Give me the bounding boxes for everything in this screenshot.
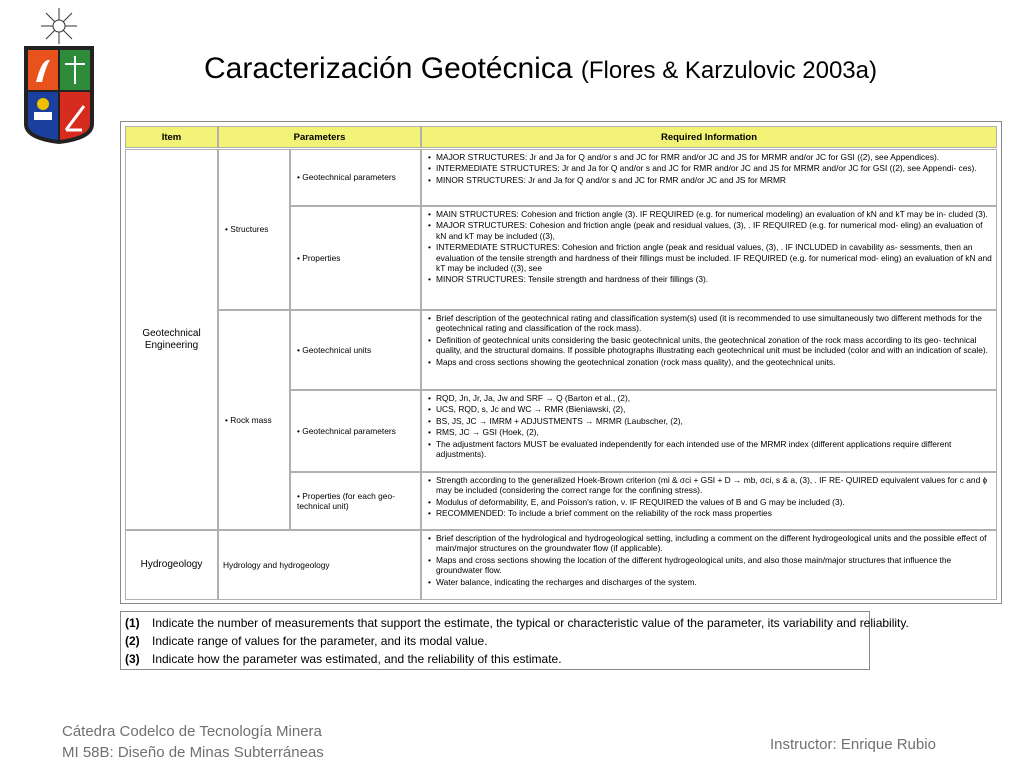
requirements-table: [120, 121, 1002, 604]
info-item: • Strength according to the generalized Hoek-Brown criterion (mi & σci + GSI + D → mb, σci, s & a, (3), . IF RE- QUIRED equivalent values for c and ϕ may be included (considering the correct range for the confining stress).: [436, 475, 992, 496]
info-item: • Maps and cross sections showing the geotechnical zonation (rock mass quality), and the geotechnical units.: [436, 357, 992, 367]
footnote-number: (1): [125, 616, 140, 630]
info-item: • RMS, JC → GSI (Hoek, (2),: [436, 427, 992, 437]
group-rock-mass: • Rock mass: [218, 310, 290, 530]
info-item: • MAJOR STRUCTURES: Jr and Ja for Q and/or s and JC for RMR and/or JC and JS for MRMR and/or JC for GSI ((2), see Appendices).: [436, 152, 992, 162]
header-required-information: Required Information: [421, 126, 997, 148]
footer-chair-name: Cátedra Codelco de Tecnología Minera: [62, 723, 322, 740]
info-item: • UCS, RQD, s, Jc and WC → RMR (Bieniawski, (2),: [436, 404, 992, 414]
param-geotechnical-parameters-structures: • Geotechnical parameters: [290, 149, 421, 206]
info-item: • MINOR STRUCTURES: Tensile strength and hardness of their fillings (3).: [436, 274, 992, 284]
university-crest-logo: [20, 6, 98, 146]
info-item: • Definition of geotechnical units considering the basic geotechnical units, the geotechnical zonation of the rock mass according to its geo- technical quality, and the structural domains. If possible photographs illustrating each geotechnical unit must be included (color and with an indication of scale).: [436, 335, 992, 356]
item-geotechnical-engineering: Geotechnical Engineering: [125, 149, 218, 530]
footnote-text: Indicate how the parameter was estimated, and the reliability of this estimate.: [152, 652, 562, 666]
info-item: • Modulus of deformability, E, and Poisson's ration, ν. IF REQUIRED the values of B and G may be included (3).: [436, 497, 992, 507]
info-item: • INTERMEDIATE STRUCTURES: Cohesion and friction angle (peak and residual values, (3), . IF INCLUDED in cavability as- sessments, then an evaluation of the tensile strength and hardness of their fillings must be included. IF REQUIRED (e.g. for numerical mod- eling) an evaluation of kN and kT may be included ((3), see: [436, 242, 992, 273]
footnote-text: Indicate the number of measurements that support the estimate, the typical or characteristic value of the parameter, its variability and reliability.: [152, 616, 909, 630]
footnote-2: [125, 634, 488, 648]
info-item: • BS, JS, JC → IMRM + ADJUSTMENTS → MRMR (Laubscher, (2),: [436, 416, 992, 426]
info-item: • Maps and cross sections showing the location of the different hydrogeological units, and also those main/major structures that influence the groundwater flow.: [436, 555, 992, 576]
info-structures-geotechnical-parameters: [421, 149, 997, 206]
info-item: • Water balance, indicating the recharges and discharges of the system.: [436, 577, 992, 587]
star-icon: [41, 8, 77, 44]
header-parameters: Parameters: [218, 126, 421, 148]
info-item: • MINOR STRUCTURES: Jr and Ja for Q and/or s and JC for RMR and/or JC and JS for MRMR: [436, 175, 992, 185]
param-properties-rock-mass: • Properties (for each geo- technical unit): [290, 472, 421, 530]
info-hydrology: [421, 530, 997, 600]
footer-course-name: MI 58B: Diseño de Minas Subterráneas: [62, 744, 324, 761]
info-item: • MAIN STRUCTURES: Cohesion and friction angle (3). IF REQUIRED (e.g. for numerical modeling) an evaluation of kN and kT may be in- cluded (3).: [436, 209, 992, 219]
info-item: • MAJOR STRUCTURES: Cohesion and friction angle (peak and residual values, (3), . IF REQUIRED (e.g. for numerical mod- eling) an evaluation of kN and kT may be included ((3),: [436, 220, 992, 241]
param-properties-structures: • Properties: [290, 206, 421, 310]
footnote-3: [125, 652, 562, 666]
slide-title-reference: (Flores & Karzulovic 2003a): [580, 57, 877, 84]
info-structures-properties: [421, 206, 997, 310]
info-geotechnical-units: [421, 310, 997, 390]
info-item: • Brief description of the hydrological and hydrogeological setting, including a comment on the different hydrogeological units and the possible effect of main/major structures on the groundwater flow (if applicable).: [436, 533, 992, 554]
param-geotechnical-units: • Geotechnical units: [290, 310, 421, 390]
footer-instructor: Instructor: Enrique Rubio: [770, 736, 936, 753]
info-rock-mass-properties: [421, 472, 997, 530]
slide-title: [204, 52, 877, 86]
slide-title-main: Caracterización Geotécnica: [204, 52, 573, 85]
footnote-text: Indicate range of values for the parameter, and its modal value.: [152, 634, 488, 648]
footnotes-box: [120, 611, 909, 670]
info-item: • RQD, Jn, Jr, Ja, Jw and SRF → Q (Barton et al., (2),: [436, 393, 992, 403]
info-item: • Brief description of the geotechnical rating and classification system(s) used (it is recommended to use simultaneously two different methods for the geotechnical rating and classification of the rock mass).: [436, 313, 992, 334]
info-item: • INTERMEDIATE STRUCTURES: Jr and Ja for Q and/or s and JC for RMR and/or JC and JS for MRMR and/or JC for GSI ((2), see Appendi- ces).: [436, 163, 992, 173]
group-structures: • Structures: [218, 149, 290, 310]
param-geotechnical-parameters-rock-mass: • Geotechnical parameters: [290, 390, 421, 472]
info-rock-mass-geotechnical-parameters: [421, 390, 997, 472]
footnote-number: (2): [125, 634, 140, 648]
header-item: Item: [125, 126, 218, 148]
item-hydrogeology: Hydrogeology: [125, 530, 218, 600]
info-item: • The adjustment factors MUST be evaluated independently for each intended use of the MRMR index (different applications require different adjustments).: [436, 439, 992, 460]
footnote-number: (3): [125, 652, 140, 666]
param-hydrology: Hydrology and hydrogeology: [218, 530, 421, 600]
footnote-1: [125, 616, 909, 630]
info-item: • RECOMMENDED: To include a brief comment on the reliability of the rock mass properties: [436, 508, 992, 518]
